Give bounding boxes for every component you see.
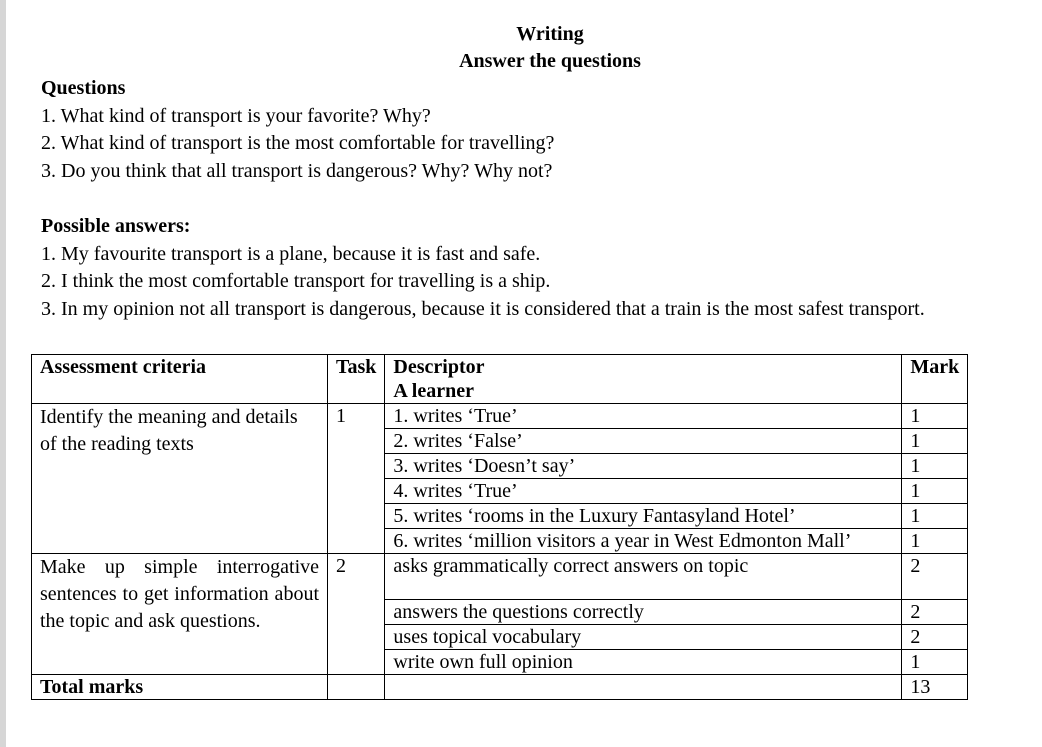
question-item: 3. Do you think that all transport is dangerous? Why? Why not? xyxy=(41,159,553,182)
table-header-row xyxy=(32,355,968,404)
answer-item: 2. I think the most comfortable transport for travelling is a ship. xyxy=(41,270,551,292)
total-descriptor-empty xyxy=(385,675,902,700)
header-descriptor-sub: A learner xyxy=(393,380,474,402)
mark-cell: 1 xyxy=(902,529,968,554)
total-label: Total marks xyxy=(32,675,328,700)
answers-section xyxy=(41,213,925,323)
criteria-cell: Identify the meaning and details of the reading texts xyxy=(32,404,328,554)
total-task-empty xyxy=(328,675,385,700)
mark-cell: 1 xyxy=(902,429,968,454)
task-cell: 1 xyxy=(328,404,385,554)
page-title: Writing xyxy=(516,23,584,45)
total-row xyxy=(32,675,968,700)
answers-list xyxy=(41,241,925,324)
page-subtitle: Answer the questions xyxy=(459,50,641,72)
header-descriptor-label: Descriptor xyxy=(393,356,485,378)
mark-cell: 1 xyxy=(902,479,968,504)
descriptor-cell: write own full opinion xyxy=(385,650,902,675)
table-row xyxy=(32,404,968,429)
descriptor-cell: 1. writes ‘True’ xyxy=(385,404,902,429)
question-item: 1. What kind of transport is your favorite? Why? xyxy=(41,104,431,127)
answer-item: 1. My favourite transport is a plane, because it is fast and safe. xyxy=(41,242,541,265)
total-mark: 13 xyxy=(902,675,968,700)
mark-cell: 2 xyxy=(902,625,968,650)
mark-cell: 1 xyxy=(902,454,968,479)
mark-cell: 2 xyxy=(902,600,968,625)
header-task: Task xyxy=(328,355,385,404)
question-item: 2. What kind of transport is the most comfortable for travelling? xyxy=(41,132,555,154)
criteria-cell: Make up simple interrogative sentences to get information about the topic and ask questions. xyxy=(32,554,328,675)
descriptor-cell: 6. writes ‘million visitors a year in West Edmonton Mall’ xyxy=(385,529,902,554)
mark-cell: 1 xyxy=(902,650,968,675)
table-row xyxy=(32,554,968,600)
descriptor-cell: asks grammatically correct answers on topic xyxy=(385,554,902,600)
mark-cell: 1 xyxy=(902,504,968,529)
answers-label: Possible answers: xyxy=(41,215,191,237)
assessment-table xyxy=(31,354,968,700)
descriptor-cell: answers the questions correctly xyxy=(385,600,902,625)
questions-label: Questions xyxy=(41,77,126,99)
task-cell: 2 xyxy=(328,554,385,675)
descriptor-cell: 5. writes ‘rooms in the Luxury Fantasyland Hotel’ xyxy=(385,504,902,529)
descriptor-cell: 3. writes ‘Doesn’t say’ xyxy=(385,454,902,479)
mark-cell: 2 xyxy=(902,554,968,600)
descriptor-cell: 4. writes ‘True’ xyxy=(385,479,902,504)
header-criteria: Assessment criteria xyxy=(32,355,328,404)
questions-section xyxy=(41,75,554,185)
mark-cell: 1 xyxy=(902,404,968,429)
questions-list xyxy=(41,103,554,186)
descriptor-cell: 2. writes ‘False’ xyxy=(385,429,902,454)
answer-item: 3. In my opinion not all transport is dangerous, because it is considered that a train is the most safest transport. xyxy=(41,297,925,320)
header-descriptor xyxy=(385,355,902,404)
header-mark: Mark xyxy=(902,355,968,404)
descriptor-cell: uses topical vocabulary xyxy=(385,625,902,650)
